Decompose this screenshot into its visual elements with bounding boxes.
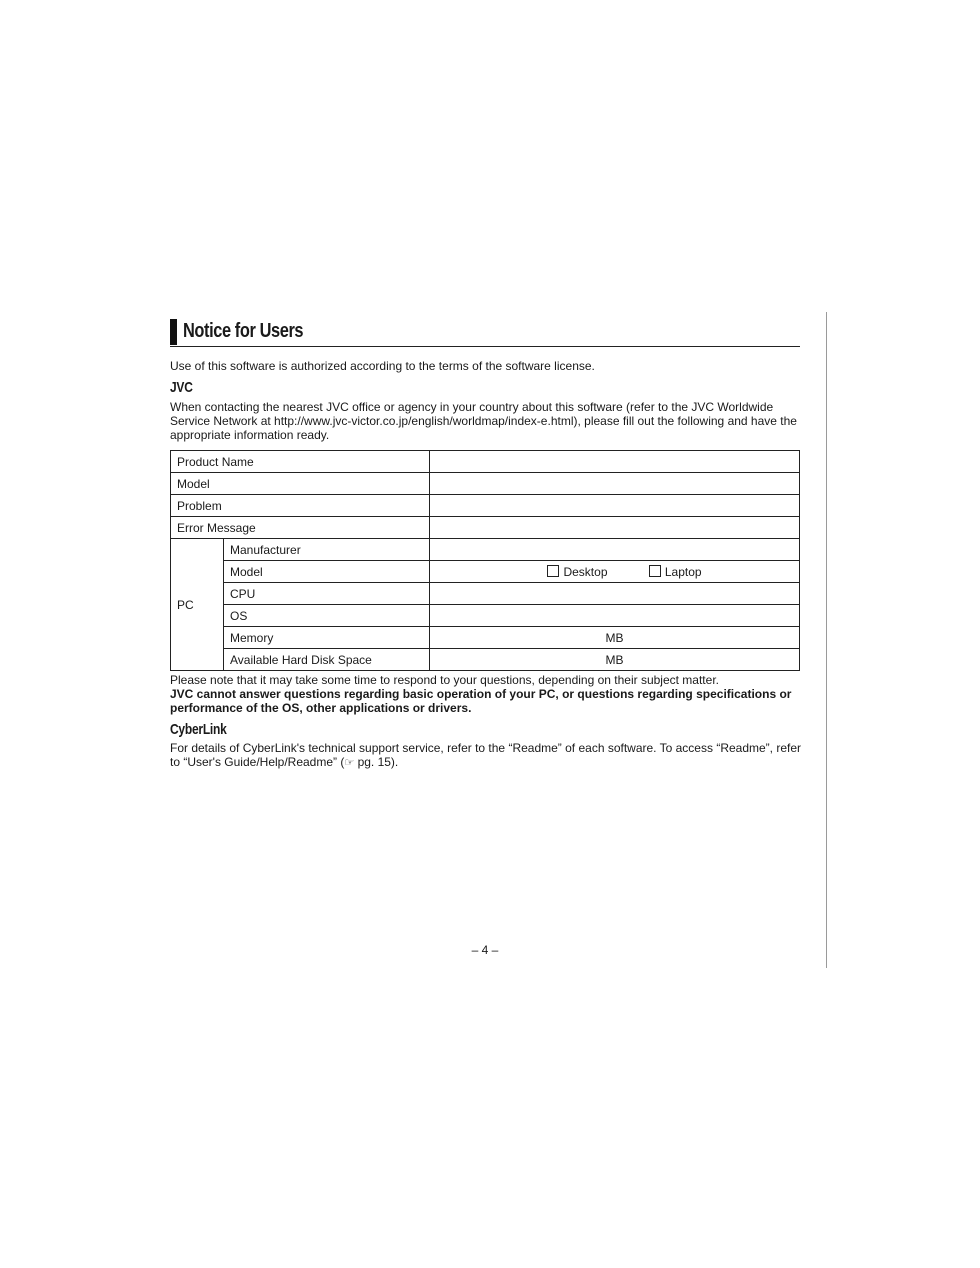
row-label-error-message: Error Message: [171, 517, 430, 539]
table-row: [171, 649, 800, 671]
response-note: Please note that it may take some time to respond to your questions, depending on their subject matter.: [170, 673, 719, 687]
manufacturer-field[interactable]: [430, 539, 800, 561]
desktop-option[interactable]: [547, 565, 607, 579]
desktop-checkbox[interactable]: [547, 565, 559, 577]
cyberlink-heading: CyberLink: [170, 721, 227, 738]
row-label-problem: Problem: [171, 495, 430, 517]
intro-text: Use of this software is authorized according to the terms of the software license.: [170, 359, 595, 373]
support-limitation-note: JVC cannot answer questions regarding basic operation of your PC, or questions regarding specifications or performance of the OS, other applications or drivers.: [170, 687, 792, 715]
page-reference-icon: ☞: [344, 757, 355, 769]
support-info-table: [170, 450, 800, 671]
laptop-label: Laptop: [664, 564, 702, 579]
section-heading: [170, 318, 800, 347]
table-row: [171, 517, 800, 539]
table-row: [171, 539, 800, 561]
table-row: [171, 451, 800, 473]
laptop-option[interactable]: [649, 565, 702, 579]
page-title: Notice for Users: [183, 320, 304, 342]
row-label-pc-model: Model: [224, 561, 430, 583]
cyberlink-text-start: For details of CyberLink's technical support service, refer to the “Readme” of each software. To access “Readme”, refer to “User's Guide/Help/Readme” (: [170, 741, 802, 769]
row-label-cpu: CPU: [224, 583, 430, 605]
disk-space-field[interactable]: MB: [430, 649, 800, 671]
laptop-checkbox[interactable]: [649, 565, 661, 577]
row-label-os: OS: [224, 605, 430, 627]
page-number: – 4 –: [471, 943, 499, 957]
desktop-label: Desktop: [563, 564, 608, 579]
model-field[interactable]: [430, 473, 800, 495]
memory-field[interactable]: MB: [430, 627, 800, 649]
product-name-field[interactable]: [430, 451, 800, 473]
table-row: [171, 627, 800, 649]
cyberlink-text-end: pg. 15).: [354, 755, 399, 769]
jvc-paragraph: When contacting the nearest JVC office or agency in your country about this software (refer to the JVC Worldwide Service Network at http://www.jvc-victor.co.jp/english/worldmap/index-e.html), please fill out the following and have the appropriate information ready.: [170, 400, 797, 442]
pc-model-field: [430, 561, 800, 583]
table-row: [171, 605, 800, 627]
row-label-model: Model: [171, 473, 430, 495]
os-field[interactable]: [430, 605, 800, 627]
error-message-field[interactable]: [430, 517, 800, 539]
pc-group-label: PC: [171, 539, 224, 671]
cpu-field[interactable]: [430, 583, 800, 605]
heading-bar-mark: [170, 319, 177, 345]
table-row: [171, 495, 800, 517]
page-edge-rule: [826, 312, 827, 968]
table-row: [171, 561, 800, 583]
row-label-memory: Memory: [224, 627, 430, 649]
jvc-heading: JVC: [170, 379, 193, 396]
row-label-product-name: Product Name: [171, 451, 430, 473]
problem-field[interactable]: [430, 495, 800, 517]
row-label-disk-space: Available Hard Disk Space: [224, 649, 430, 671]
cyberlink-paragraph: [170, 741, 802, 770]
table-row: [171, 473, 800, 495]
row-label-manufacturer: Manufacturer: [224, 539, 430, 561]
table-row: [171, 583, 800, 605]
